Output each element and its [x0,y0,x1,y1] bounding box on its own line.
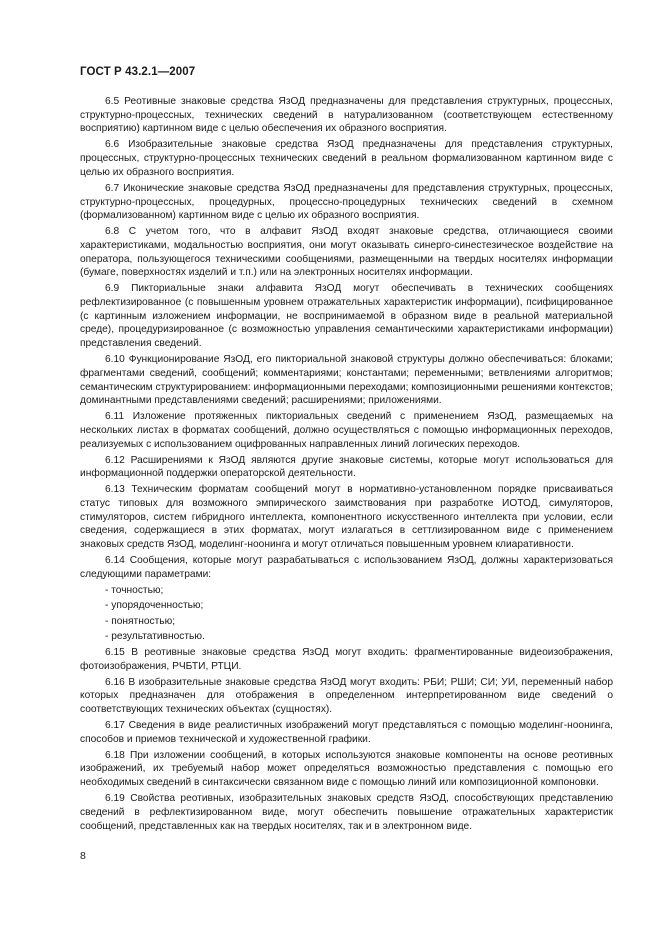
paragraph-6-10: 6.10 Функционирование ЯзОД, его пикториальной знаковой структуры должно обеспечиваться: блоками; фрагментами сведений, сообщений; комментариями; константами; переменными; ветвлениями алгоритмов; семантическим структурированием: информационными переходами; композиционными решениями контекстов; доминантными представлениями сведений; расширениями; приложениями. [80,354,613,407]
paragraph-6-12: 6.12 Расширениями к ЯзОД являются другие знаковые системы, которые могут использоваться для информационной поддержки операторской деятельности. [80,454,613,480]
document-body [80,95,613,836]
paragraph-6-6: 6.6 Изобразительные знаковые средства ЯзОД предназначены для представления структурных, процессных, структурно-процессных технических сведений в реальном формализованном картинном виде с целью их образного восприятия. [80,139,613,178]
paragraph-6-5: 6.5 Реотивные знаковые средства ЯзОД предназначены для представления структурных, процессных, структурно-процессных, технических сведений в натурализованном (соответствующем естественному восприятию) картинном виде с целью обеспечения их образного восприятия. [80,96,613,135]
paragraph-6-19: 6.19 Свойства реотивных, изобразительных знаковых средств ЯзОД, способствующих представлению сведений в рефлектизированном виде, могут обеспечить повышение отражательных характеристик сообщений, представленных как на твердых носителях, так и в электронном виде. [80,793,613,832]
document-header: ГОСТ Р 43.2.1—2007 [80,66,196,78]
paragraph-6-16: 6.16 В изобразительные знаковые средства ЯзОД могут входить: РБИ; РШИ; СИ; УИ, переменный набор которых предназначен для отображения в определенном интерпретированном виде сведений о соответствующих технических объектах (сущностях). [80,676,613,715]
paragraph-6-15: 6.15 В реотивные знаковые средства ЯзОД могут входить: фрагментированные видеоизображения, фотоизображения, РЧБТИ, РТЦИ. [80,646,613,672]
list-item: - упорядоченностью; [105,600,204,612]
list-item: - результативностью. [105,631,205,643]
paragraph-6-9: 6.9 Пикториальные знаки алфавита ЯзОД могут обеспечивать в технических сообщениях рефлектизированное (с повышенным уровнем отражательных характеристик информации), псифицированное (с картинным изложением информации, не воспринимаемой в образном виде в реальной материальной среде), процедуризированное (с возможностью управления семантическими характеристиками информации) представления сведений. [80,283,613,350]
paragraph-6-7: 6.7 Иконические знаковые средства ЯзОД предназначены для представления структурных, процессных, структурно-процессных, процедурных, процессно-процедурных технических сведений в схемном (формализованном) картинном виде с целью их образного восприятия. [80,182,613,222]
paragraph-6-17: 6.17 Сведения в виде реалистичных изображений могут представляться с помощью моделинг-ноонинга, способов и приемов технической и художественной графики. [80,719,613,745]
page-number: 8 [80,850,86,862]
list-item: - понятностью; [105,615,176,627]
paragraph-6-13: 6.13 Техническим форматам сообщений могут в нормативно-установленном порядке присваиваться статус типовых для возможного эмпирического заимствования при разработке ИОТОД, симуляторов, стимуляторов, систем гибридного интеллекта, компонентного искусственного интеллекта при условии, если сведения, содержащиеся в этих форматах, могут излагаться в сеттлизированном виде с применением знаковых средств ЯзОД, моделинг-ноонинга и могут отличаться повышенным уровнем клиаративности. [80,484,613,551]
paragraph-6-11: 6.11 Изложение протяженных пикториальных сведений с применением ЯзОД, размещаемых на нескольких листах в форматах сообщений, должно осуществляться с помощью информационных переходов, реализуемых с использованием оцифрованных направленных линий логических переходов. [80,411,613,450]
list-item: - точностью; [105,584,164,596]
paragraph-6-18: 6.18 При изложении сообщений, в которых используются знаковые компоненты на основе реотивных изображений, их требуемый набор может определяться возможностью представления с помощью его необходимых сведений в синтаксически связанном виде с помощью линий или композиционной компоновки. [80,749,613,789]
paragraph-6-8: 6.8 С учетом того, что в алфавит ЯзОД входят знаковые средства, отличающиеся своими характеристиками, модальностью восприятия, они могут оказывать синерго-синестезическое воздействие на оператора, пользующегося техническими сообщениями, размещенными на твердых носителях информации (бумаге, поверхностях изделий и т.п.) или на электронных носителях информации. [80,226,613,279]
paragraph-6-14: 6.14 Сообщения, которые могут разрабатываться с использованием ЯзОД, должны характеризоваться следующими параметрами: [80,555,613,580]
